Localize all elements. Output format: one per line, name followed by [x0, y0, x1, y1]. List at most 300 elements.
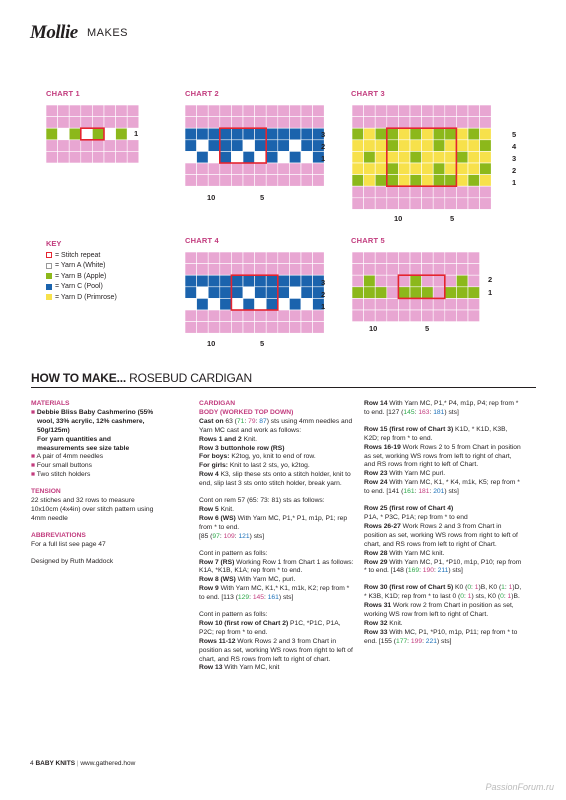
stitch-cell — [468, 105, 480, 117]
key-label: = Yarn B (Apple) — [55, 272, 107, 280]
stitch-cell — [422, 275, 434, 287]
yarn-b-swatch — [46, 273, 52, 279]
stitch-cell — [127, 117, 139, 129]
stitch-cell — [445, 186, 457, 198]
stitch-cell — [243, 151, 255, 163]
stitch-cell — [266, 117, 278, 129]
chart-3-row-label: 3 — [512, 154, 517, 163]
stitch-cell — [231, 310, 243, 322]
stitch-cell — [266, 151, 278, 163]
stitch-cell — [375, 163, 387, 175]
stitch-cell — [352, 287, 364, 299]
stitch-cell — [255, 151, 267, 163]
stitch-cell — [289, 105, 301, 117]
chart-3-row-label: 5 — [512, 130, 517, 139]
stitch-cell — [480, 175, 492, 187]
tension-title: TENSION — [31, 488, 61, 496]
stitch-cell — [352, 163, 364, 175]
chart-4-row-label: 3 — [321, 278, 326, 287]
stitch-cell — [69, 117, 81, 129]
stitch-cell — [364, 151, 376, 163]
stitch-cell — [289, 140, 301, 152]
stitch-cell — [398, 151, 410, 163]
stitch-cell — [398, 275, 410, 287]
stitch-cell — [468, 298, 480, 310]
stitch-cell — [422, 128, 434, 140]
stitch-cell — [410, 287, 422, 299]
stitch-cell — [127, 140, 139, 152]
stitch-cell — [398, 117, 410, 129]
stitch-cell — [410, 275, 422, 287]
stitch-cell — [255, 287, 267, 299]
stitch-cell — [445, 163, 457, 175]
instruction: Row 10 (first row of Chart 2) P1C, *P1C, P1A, P2C; rep from * to end. — [199, 619, 341, 636]
stitch-cell — [387, 298, 399, 310]
stitch-cell — [231, 275, 243, 287]
stitch-cell — [266, 287, 278, 299]
chart-3-row-label: 1 — [512, 178, 517, 187]
stitch-cell — [468, 140, 480, 152]
stitch-cell — [255, 117, 267, 129]
materials-title: MATERIALS — [31, 400, 70, 407]
stitch-cell — [456, 128, 468, 140]
instruction: Row 28 With Yarn MC knit. — [364, 549, 445, 557]
stitch-cell — [255, 175, 267, 187]
stitch-cell — [197, 264, 209, 276]
stitch-cell — [445, 287, 457, 299]
stitch-cell — [422, 252, 434, 264]
stitch-cell — [255, 310, 267, 322]
stitch-cell — [185, 298, 197, 310]
stitch-cell — [433, 128, 445, 140]
stitch-cell — [375, 128, 387, 140]
stitch-cell — [456, 287, 468, 299]
chart-4-grid — [184, 251, 325, 334]
stitch-cell — [92, 117, 104, 129]
stitch-cell — [46, 128, 58, 140]
stitch-cell — [313, 175, 325, 187]
stitch-cell — [266, 252, 278, 264]
stitch-cell — [81, 105, 93, 117]
key-item-primrose — [46, 292, 117, 303]
instruction: Cast on 63 (71: 79: 87) sts using 4mm needles and Yarn MC cast and work as follows: — [199, 417, 353, 434]
stitch-cell — [313, 322, 325, 334]
stitch-cell — [364, 287, 376, 299]
stitch-cell — [364, 186, 376, 198]
stitch-cell — [231, 287, 243, 299]
abbreviations-title: ABBREVIATIONS — [31, 531, 86, 539]
stitch-cell — [480, 198, 492, 210]
stitch-cell — [375, 105, 387, 117]
stitch-cell — [375, 275, 387, 287]
stitch-cell — [116, 151, 128, 163]
stitch-cell — [58, 151, 70, 163]
stitch-cell — [352, 128, 364, 140]
stitch-cell — [313, 117, 325, 129]
stitch-cell — [92, 128, 104, 140]
stitch-cell — [231, 128, 243, 140]
instruction: For girls: Knit to last 2 sts, yo, k2tog. — [199, 462, 310, 470]
instruction: Row 9 With Yarn MC, K1,* K1, m1k, K2; rep from * to end. [113 (129: 145: 161) sts] — [199, 585, 350, 602]
stitch-cell — [220, 105, 232, 117]
stitch-cell — [289, 252, 301, 264]
stitch-cell — [445, 117, 457, 129]
stitch-cell — [197, 151, 209, 163]
stitch-cell — [480, 117, 492, 129]
instruction: Row 24 With Yarn MC, K1, * K4, m1k, K5; rep from * to end. [141 (161: 181: 201) sts] — [364, 479, 520, 496]
stitch-cell — [243, 105, 255, 117]
stitch-cell — [104, 151, 116, 163]
stitch-cell — [289, 322, 301, 334]
instruction: Cont in pattern as folls: — [199, 611, 268, 619]
stitch-cell — [255, 264, 267, 276]
stitch-cell — [398, 287, 410, 299]
stitch-cell — [197, 252, 209, 264]
stitch-cell — [398, 298, 410, 310]
stitch-cell — [468, 175, 480, 187]
stitch-cell — [278, 310, 290, 322]
stitch-cell — [364, 198, 376, 210]
instruction: Row 4 K3, slip these sts onto a stitch holder, knit to end, slip last 3 sts onto stitch holder, break yarn. — [199, 471, 351, 488]
stitch-cell — [456, 105, 468, 117]
stitch-cell — [197, 128, 209, 140]
stitch-cell — [387, 275, 399, 287]
stitch-cell — [220, 275, 232, 287]
stitch-cell — [185, 287, 197, 299]
stitch-cell — [301, 252, 313, 264]
stitch-cell — [456, 310, 468, 322]
stitch-cell — [456, 151, 468, 163]
stitch-cell — [456, 252, 468, 264]
stitch-cell — [480, 140, 492, 152]
stitch-cell — [398, 198, 410, 210]
stitch-cell — [104, 117, 116, 129]
magazine-logo: Mollie — [30, 22, 78, 43]
stitch-cell — [197, 175, 209, 187]
stitch-cell — [433, 298, 445, 310]
body-title: BODY (WORKED TOP DOWN) — [199, 408, 294, 416]
stitch-cell — [364, 175, 376, 187]
stitch-cell — [116, 128, 128, 140]
stitch-cell — [387, 163, 399, 175]
instruction: Row 32 Knit. — [364, 619, 403, 627]
stitch-count: [85 (97: 109: 121) sts] — [199, 532, 265, 540]
stitch-cell — [289, 128, 301, 140]
stitch-cell — [243, 310, 255, 322]
stitch-cell — [375, 287, 387, 299]
stitch-cell — [433, 175, 445, 187]
column-1 — [31, 400, 159, 567]
stitch-cell — [375, 151, 387, 163]
stitch-cell — [456, 198, 468, 210]
stitch-cell — [375, 310, 387, 322]
stitch-cell — [220, 117, 232, 129]
stitch-cell — [375, 186, 387, 198]
stitch-cell — [185, 264, 197, 276]
key-title: KEY — [46, 239, 62, 248]
instruction: Cont on rem 57 (65: 73: 81) sts as follows: — [199, 497, 325, 505]
stitch-cell — [398, 105, 410, 117]
stitch-cell — [197, 105, 209, 117]
stitch-cell — [352, 298, 364, 310]
stitch-cell — [278, 117, 290, 129]
stitch-cell — [313, 163, 325, 175]
stitch-cell — [289, 264, 301, 276]
chart-2-col-label: 5 — [260, 193, 265, 202]
stitch-cell — [433, 252, 445, 264]
key-label: = Yarn D (Primrose) — [55, 293, 117, 301]
stitch-cell — [433, 105, 445, 117]
stitch-cell — [480, 128, 492, 140]
stitch-cell — [364, 140, 376, 152]
key-label: = Yarn C (Pool) — [55, 283, 103, 291]
stitch-cell — [364, 275, 376, 287]
stitch-cell — [468, 252, 480, 264]
stitch-cell — [352, 117, 364, 129]
stitch-cell — [208, 105, 220, 117]
stitch-cell — [266, 175, 278, 187]
stitch-cell — [220, 264, 232, 276]
stitch-cell — [445, 175, 457, 187]
stitch-cell — [81, 151, 93, 163]
materials-item: ■ Four small buttons — [31, 462, 92, 470]
stitch-cell — [208, 287, 220, 299]
stitch-cell — [289, 175, 301, 187]
stitch-cell — [387, 117, 399, 129]
stitch-cell — [422, 151, 434, 163]
stitch-cell — [69, 105, 81, 117]
stitch-cell — [301, 264, 313, 276]
stitch-cell — [301, 175, 313, 187]
section-heading — [31, 371, 252, 385]
instruction: Cont in pattern as folls: — [199, 549, 268, 557]
stitch-cell — [422, 163, 434, 175]
stitch-cell — [398, 128, 410, 140]
stitch-cell — [116, 117, 128, 129]
stitch-cell — [445, 264, 457, 276]
stitch-cell — [243, 140, 255, 152]
chart-3-row-label: 2 — [512, 166, 517, 175]
stitch-cell — [364, 117, 376, 129]
chart-5-col-label: 5 — [425, 324, 430, 333]
stitch-cell — [243, 175, 255, 187]
stitch-cell — [364, 298, 376, 310]
stitch-cell — [352, 105, 364, 117]
stitch-cell — [220, 310, 232, 322]
stitch-cell — [58, 117, 70, 129]
stitch-cell — [456, 163, 468, 175]
stitch-cell — [185, 322, 197, 334]
stitch-cell — [410, 151, 422, 163]
stitch-cell — [456, 275, 468, 287]
stitch-cell — [364, 264, 376, 276]
stitch-cell — [468, 151, 480, 163]
stitch-cell — [387, 252, 399, 264]
stitch-cell — [480, 163, 492, 175]
page-footer: 4 BABY KNITS | www.gathered.how — [30, 760, 136, 767]
stitch-cell — [92, 151, 104, 163]
stitch-cell — [266, 140, 278, 152]
instruction: Rows 16-19 Work Rows 2 to 5 from Chart in position as set, working WS rows from left to right of chart, and RS rows from right to left of Chart. — [364, 443, 521, 469]
stitch-cell — [398, 175, 410, 187]
stitch-cell — [301, 128, 313, 140]
chart-4-col-label: 10 — [207, 339, 216, 348]
stitch-cell — [266, 264, 278, 276]
stitch-cell — [208, 298, 220, 310]
stitch-cell — [301, 163, 313, 175]
stitch-cell — [410, 252, 422, 264]
stitch-cell — [81, 128, 93, 140]
stitch-cell — [231, 175, 243, 187]
stitch-cell — [197, 310, 209, 322]
stitch-cell — [58, 128, 70, 140]
stitch-cell — [278, 175, 290, 187]
stitch-cell — [185, 140, 197, 152]
instruction: Rows 1 and 2 Knit. — [199, 435, 257, 443]
section-label: MAKES — [87, 27, 129, 39]
stitch-cell — [185, 117, 197, 129]
stitch-cell — [278, 322, 290, 334]
yarn-d-swatch — [46, 294, 52, 300]
stitch-cell — [255, 322, 267, 334]
cardigan-title: CARDIGAN — [199, 400, 236, 407]
stitch-cell — [127, 105, 139, 117]
stitch-cell — [266, 163, 278, 175]
stitch-cell — [231, 252, 243, 264]
stitch-cell — [301, 117, 313, 129]
stitch-cell — [313, 310, 325, 322]
stitch-cell — [422, 117, 434, 129]
instruction: P1A, * P3C, P1A; rep from * to end — [364, 513, 468, 521]
stitch-cell — [197, 163, 209, 175]
stitch-cell — [352, 175, 364, 187]
stitch-cell — [197, 287, 209, 299]
stitch-cell — [480, 186, 492, 198]
chart-3-title: CHART 3 — [351, 89, 385, 98]
stitch-cell — [410, 163, 422, 175]
stitch-cell — [46, 151, 58, 163]
stitch-cell — [375, 264, 387, 276]
stitch-cell — [278, 163, 290, 175]
stitch-cell — [422, 310, 434, 322]
stitch-cell — [387, 198, 399, 210]
stitch-cell — [410, 175, 422, 187]
stitch-cell — [266, 298, 278, 310]
stitch-cell — [220, 298, 232, 310]
stitch-cell — [231, 151, 243, 163]
stitch-cell — [243, 264, 255, 276]
stitch-cell — [433, 198, 445, 210]
stitch-cell — [104, 140, 116, 152]
stitch-cell — [220, 151, 232, 163]
heading-main: HOW TO MAKE... — [31, 371, 126, 385]
abbreviations-text: For a full list see page 47 — [31, 540, 106, 548]
yarn-a-swatch — [46, 263, 52, 269]
stitch-cell — [387, 186, 399, 198]
stitch-cell — [352, 151, 364, 163]
stitch-cell — [231, 105, 243, 117]
chart-3-row-label: 4 — [512, 142, 517, 151]
stitch-cell — [445, 252, 457, 264]
instruction: Rows 31 Work row 2 from Chart in position as set, working WS row from left to right of Chart. — [364, 602, 514, 619]
stitch-cell — [127, 151, 139, 163]
stitch-cell — [352, 252, 364, 264]
stitch-cell — [301, 151, 313, 163]
stitch-cell — [266, 322, 278, 334]
stitch-cell — [255, 105, 267, 117]
instruction: Row 7 (RS) Working Row 1 from Chart 1 as follows: K1A, *K1B, K1A; rep from * to end. — [199, 558, 354, 575]
stitch-cell — [445, 298, 457, 310]
stitch-cell — [364, 252, 376, 264]
stitch-cell — [352, 275, 364, 287]
stitch-cell — [208, 275, 220, 287]
stitch-cell — [387, 264, 399, 276]
stitch-cell — [231, 163, 243, 175]
website-link[interactable]: www.gathered.how — [80, 760, 136, 767]
stitch-cell — [243, 128, 255, 140]
stitch-cell — [46, 140, 58, 152]
stitch-cell — [208, 310, 220, 322]
stitch-cell — [58, 140, 70, 152]
stitch-cell — [398, 140, 410, 152]
stitch-cell — [398, 310, 410, 322]
stitch-cell — [433, 287, 445, 299]
chart-5-row-label: 1 — [488, 288, 493, 297]
stitch-cell — [289, 163, 301, 175]
stitch-cell — [375, 140, 387, 152]
stitch-cell — [375, 298, 387, 310]
stitch-cell — [433, 163, 445, 175]
stitch-cell — [301, 105, 313, 117]
key-item-white — [46, 261, 117, 272]
stitch-cell — [278, 128, 290, 140]
key-item-repeat — [46, 250, 117, 261]
materials-item: For yarn quantities and measurements see size table — [37, 435, 130, 452]
stitch-cell — [278, 275, 290, 287]
stitch-cell — [468, 264, 480, 276]
stitch-cell — [243, 117, 255, 129]
stitch-cell — [433, 117, 445, 129]
stitch-cell — [456, 117, 468, 129]
stitch-cell — [480, 105, 492, 117]
stitch-cell — [468, 275, 480, 287]
stitch-cell — [468, 186, 480, 198]
stitch-cell — [433, 140, 445, 152]
column-3 — [364, 400, 522, 647]
chart-2-row-label: 2 — [321, 142, 326, 151]
stitch-cell — [313, 252, 325, 264]
stitch-cell — [243, 298, 255, 310]
stitch-cell — [208, 264, 220, 276]
stitch-cell — [301, 322, 313, 334]
stitch-cell — [58, 105, 70, 117]
stitch-cell — [278, 298, 290, 310]
stitch-cell — [243, 322, 255, 334]
stitch-cell — [255, 163, 267, 175]
stitch-cell — [69, 151, 81, 163]
chart-2-row-label: 3 — [321, 130, 326, 139]
stitch-cell — [231, 322, 243, 334]
stitch-cell — [422, 140, 434, 152]
stitch-cell — [231, 264, 243, 276]
stitch-cell — [289, 287, 301, 299]
stitch-cell — [255, 128, 267, 140]
instruction: Row 33 With MC, P1, *P10, m1p, P11; rep from * to end. [155 (177: 199: 221) sts] — [364, 628, 518, 645]
stitch-cell — [220, 322, 232, 334]
stitch-cell — [445, 105, 457, 117]
stitch-cell — [197, 298, 209, 310]
page-number: 4 — [30, 760, 34, 767]
